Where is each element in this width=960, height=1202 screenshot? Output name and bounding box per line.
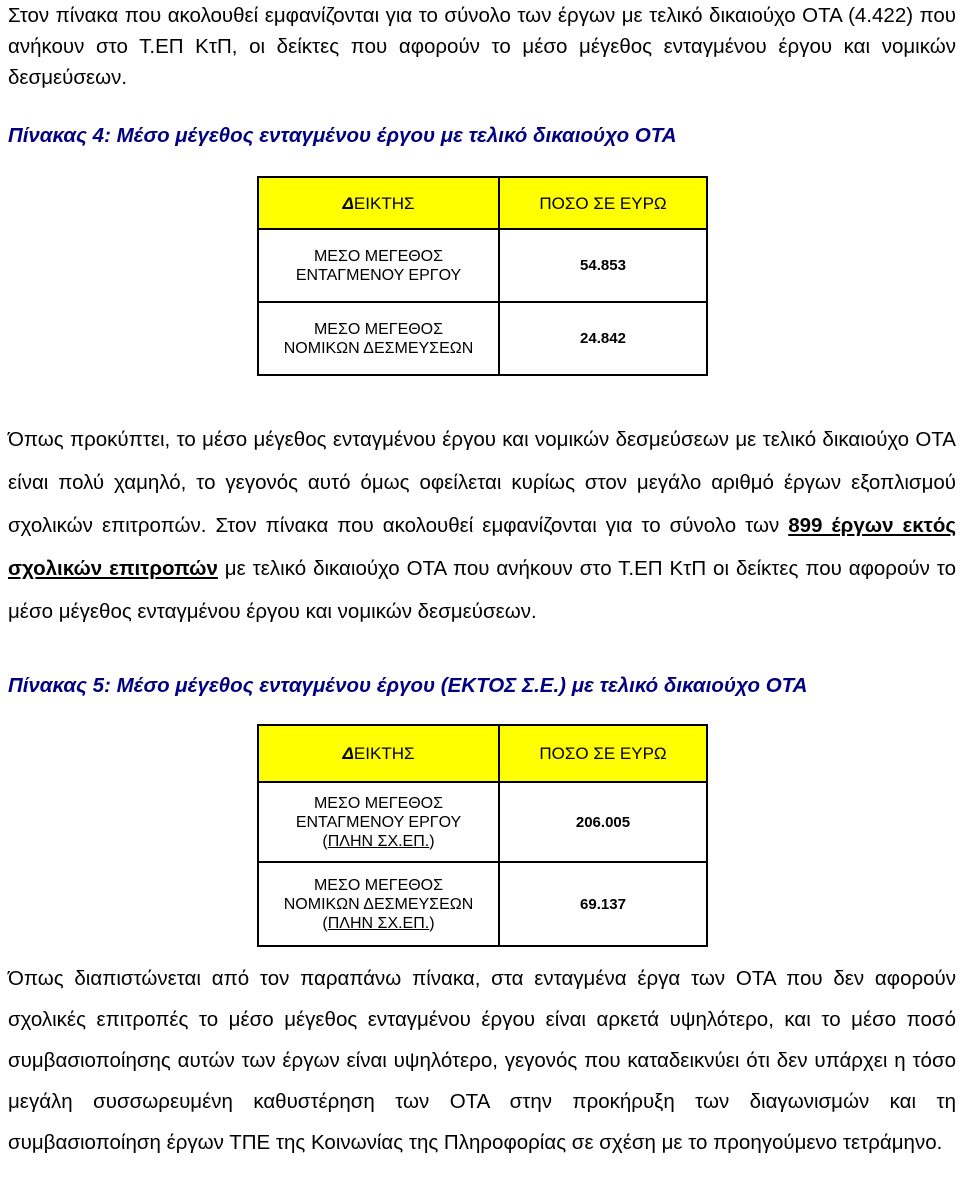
table4 [257,176,708,376]
table4-header-row [258,177,707,229]
table-row [258,302,707,375]
table5-row1-label: ΜΕΣΟ ΜΕΓΕΘΟΣ ΕΝΤΑΓΜΕΝΟΥ ΕΡΓΟΥ (ΠΛΗΝ ΣΧ.ΕΠ.) [258,782,499,862]
table4-row2-label: ΜΕΣΟ ΜΕΓΕΘΟΣ ΝΟΜΙΚΩΝ ΔΕΣΜΕΥΣΕΩΝ [258,302,499,375]
table4-row1-value: 54.853 [499,229,707,302]
table5 [257,724,708,947]
table5-row1-value: 206.005 [499,782,707,862]
table4-header-indicator: ΔΕΙΚΤΗΣ [258,177,499,229]
table5-header-amount: ΠΟΣΟ ΣΕ ΕΥΡΩ [499,725,707,782]
table-row [258,782,707,862]
table5-caption: Πίνακας 5: Μέσο μέγεθος ενταγμένου έργου (ΕΚΤΟΣ Σ.Ε.) με τελικό δικαιούχο ΟΤΑ [8,674,808,697]
table5-row2-value: 69.137 [499,862,707,946]
table5-header-indicator: ΔΕΙΚΤΗΣ [258,725,499,782]
emphasized-project-count: 899 έργων εκτός σχολικών επιτροπών [8,514,956,580]
table4-row1-label: ΜΕΣΟ ΜΕΓΕΘΟΣ ΕΝΤΑΓΜΕΝΟΥ ΕΡΓΟΥ [258,229,499,302]
table4-caption: Πίνακας 4: Μέσο μέγεθος ενταγμένου έργου με τελικό δικαιούχο ΟΤΑ [8,124,677,147]
table-row [258,862,707,946]
middle-paragraph: Όπως προκύπτει, το μέσο μέγεθος ενταγμένου έργου και νομικών δεσμεύσεων με τελικό δικαιούχο ΟΤΑ είναι πολύ χαμηλό, το γεγονός αυτό όμως οφείλεται κυρίως στον μεγάλο αριθμό έργων εξοπλισμού σχολικών επιτροπών. Στον πίνακα που ακολουθεί εμφανίζονται για το σύνολο των 899 έργων εκτός σχολικών επιτροπών με τελικό δικαιούχο ΟΤΑ που ανήκουν στο Τ.ΕΠ ΚτΠ οι δείκτες που αφορούν το μέσο μέγεθος ενταγμένου έργου και νομικών δεσμεύσεων. [8,428,956,623]
table5-row2-label: ΜΕΣΟ ΜΕΓΕΘΟΣ ΝΟΜΙΚΩΝ ΔΕΣΜΕΥΣΕΩΝ (ΠΛΗΝ ΣΧ.ΕΠ.) [258,862,499,946]
table5-header-row [258,725,707,782]
table4-header-amount: ΠΟΣΟ ΣΕ ΕΥΡΩ [499,177,707,229]
intro-paragraph: Στον πίνακα που ακολουθεί εμφανίζονται για το σύνολο των έργων με τελικό δικαιούχο ΟΤΑ (4.422) που ανήκουν στο Τ.ΕΠ ΚτΠ, οι δείκτες που αφορούν το μέσο μέγεθος ενταγμένου έργου και νομικών δεσμεύσεων. [8,4,956,89]
table4-row2-value: 24.842 [499,302,707,375]
table-row [258,229,707,302]
closing-paragraph: Όπως διαπιστώνεται από τον παραπάνω πίνακα, στα ενταγμένα έργα των ΟΤΑ που δεν αφορούν σχολικές επιτροπές το μέσο μέγεθος ενταγμένου έργου είναι αρκετά υψηλότερο, και το μέσο ποσό συμβασιοποίησης αυτών των έργων είναι υψηλότερο, γεγονός που καταδεικνύει ότι δεν υπάρχει η τόσο μεγάλη συσσωρευμένη καθυστέρηση των ΟΤΑ στην προκήρυξη των διαγωνισμών και τη συμβασιοποίηση έργων ΤΠΕ της Κοινωνίας της Πληροφορίας σε σχέση με το προηγούμενο τετράμηνο. [8,967,956,1154]
